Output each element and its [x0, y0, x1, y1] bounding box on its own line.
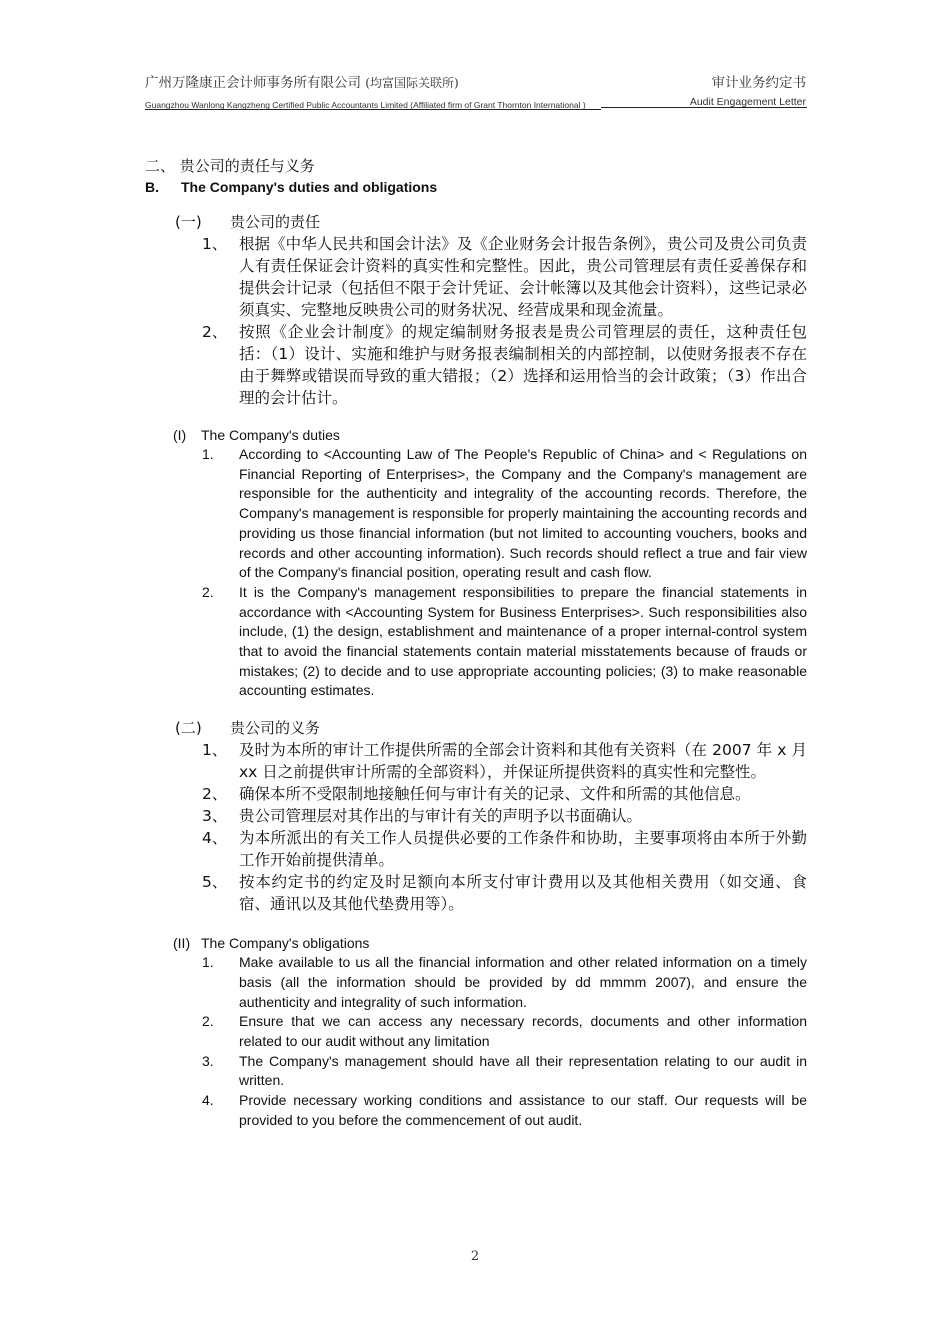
list-item-text: According to <Accounting Law of The People's Republic of China> and < Regulations on Financial Reporting of Enterprises>, the Company and the Company's management are responsible for the authenticity and integrality of the accounting records. Therefore, the Company's management is responsible for properly maintaining the accounting records and providing us those financial information (but not limited to accounting vouchers, books and records and other accounting information). Such records should reflect a true and fair view of the Company's financial position, operating result and cash flow.: [239, 446, 807, 581]
subheading-num: (二): [175, 719, 202, 738]
list-item-num: 3.: [202, 1052, 214, 1069]
list-item-text: Make available to us all the financial information and other related information on a timely basis (all the information should be provided by dd mmmm 2007), and ensure the authenticity and integrality of such information.: [239, 954, 807, 1010]
list-item: [202, 827, 807, 871]
list-item-text: 根据《中华人民共和国会计法》及《企业财务会计报告条例》，贵公司及贵公司负责人有责任保证会计资料的真实性和完整性。因此，贵公司管理层有责任妥善保存和提供会计记录（包括但不限于会计凭证、会计帐簿以及其他会计资料），这些记录必须真实、完整地反映贵公司的财务状况、经营成果和现金流量。: [239, 235, 807, 319]
list-item-text: Ensure that we can access any necessary records, documents and other information related to our audit without any limitation: [239, 1013, 807, 1049]
firm-name-en: Guangzhou Wanlong Kangzheng Certified Public Accountants Limited (Affiliated firm of Grant Thornton International ): [145, 100, 586, 110]
doc-title-en: Audit Engagement Letter: [689, 96, 806, 108]
subheading-title: The Company's obligations: [201, 935, 370, 952]
list-item-text: 及时为本所的审计工作提供所需的全部会计资料和其他有关资料（在 2007 年 x 月 xx 日之前提供审计所需的全部资料），并保证所提供资料的真实性和完整性。: [239, 741, 807, 782]
list-item-num: 1.: [202, 446, 214, 462]
list-item-num: 4、: [202, 829, 228, 848]
list-item-text: 贵公司管理层对其作出的与审计有关的声明予以书面确认。: [239, 807, 643, 826]
list-item: [202, 233, 807, 321]
list-item: [202, 739, 807, 783]
list-item: [202, 1012, 807, 1051]
list-item: [202, 321, 807, 409]
list-item-text: 按照《企业会计制度》的规定编制财务报表是贵公司管理层的责任，这种责任包括：（1）设计、实施和维护与财务报表编制相关的内部控制，以使财务报表不存在由于舞弊或错误而导致的重大错报；（2）选择和运用恰当的会计政策；（3）作出合理的会计估计。: [239, 323, 807, 407]
subheading-title: The Company's duties: [201, 427, 340, 443]
list-item-text: 确保本所不受限制地接触任何与审计有关的记录、文件和所需的其他信息。: [239, 785, 751, 804]
list-item-text: 按本约定书的约定及时足额向本所支付审计费用以及其他相关费用（如交通、食宿、通讯以及其他代垫费用等）。: [239, 873, 807, 914]
doc-title-cn: 审计业务约定书: [711, 75, 806, 91]
list-item-num: 1、: [202, 741, 228, 760]
firm-name-cn-text: 广州万隆康正会计师事务所有限公司: [145, 75, 361, 91]
list-item-num: 2、: [202, 785, 228, 804]
subheading-duties-cn: [175, 211, 807, 233]
list-item-text: It is the Company's management responsibilities to prepare the financial statements in accordance with <Accounting System for Business Enterprises>. Such responsibilities also include, (1) the design, establishment and maintenance of a proper internal-control system that to avoid the financial statements contain material misstatements because of frauds or mistakes; (2) to decide and to use appropriate accounting policies; (3) to make reasonable accounting estimates.: [239, 583, 807, 699]
page-number: 2: [470, 1249, 480, 1264]
list-item-num: 2.: [202, 1013, 214, 1030]
subheading-title: 贵公司的责任: [230, 213, 321, 231]
list-item-num: 4.: [202, 1092, 214, 1109]
list-item-num: 2、: [202, 323, 228, 341]
subheading-num: (II): [173, 935, 191, 952]
subheading-title: 贵公司的义务: [230, 719, 321, 738]
list-item: [202, 445, 807, 583]
list-item-num: 1、: [202, 235, 228, 253]
section-num-en: B.: [145, 179, 159, 195]
section-heading-cn: [145, 155, 807, 177]
section-num-cn: 二、: [145, 157, 176, 175]
header-rule-right: [601, 107, 807, 108]
section-heading-en: [145, 177, 807, 197]
subheading-obligations-en: [173, 933, 807, 953]
subheading-obligations-cn: [175, 717, 807, 739]
list-item-num: 2.: [202, 583, 214, 600]
document-body: [145, 155, 807, 1130]
list-item: [202, 953, 807, 1012]
list-item-text: The Company's management should have all their representation relating to our audit in written.: [239, 1052, 807, 1089]
list-item-text: 为本所派出的有关工作人员提供必要的工作条件和协助，主要事项将由本所于外勤工作开始前提供清单。: [239, 829, 807, 870]
list-item: [202, 871, 807, 915]
subheading-num: (一): [175, 213, 202, 231]
list-item-num: 3、: [202, 807, 228, 826]
firm-name-cn: [145, 71, 459, 91]
list-item: [202, 783, 807, 805]
list-item: [202, 1091, 807, 1130]
subheading-duties-en: [173, 425, 807, 445]
header-rule: [145, 109, 601, 110]
list-item-num: 1.: [202, 954, 214, 971]
section-title-en: The Company's duties and obligations: [181, 179, 438, 195]
affiliate-cn: (均富国际关联所): [365, 76, 459, 90]
list-item: [202, 583, 807, 701]
section-title-cn: 贵公司的责任与义务: [179, 157, 315, 175]
list-item: [202, 805, 807, 827]
list-item-text: Provide necessary working conditions and assistance to our staff. Our requests will be provided to you before the commencement of out audit.: [239, 1092, 807, 1128]
subheading-num: (I): [173, 427, 187, 443]
list-item-num: 5、: [202, 873, 228, 892]
list-item: [202, 1052, 807, 1091]
